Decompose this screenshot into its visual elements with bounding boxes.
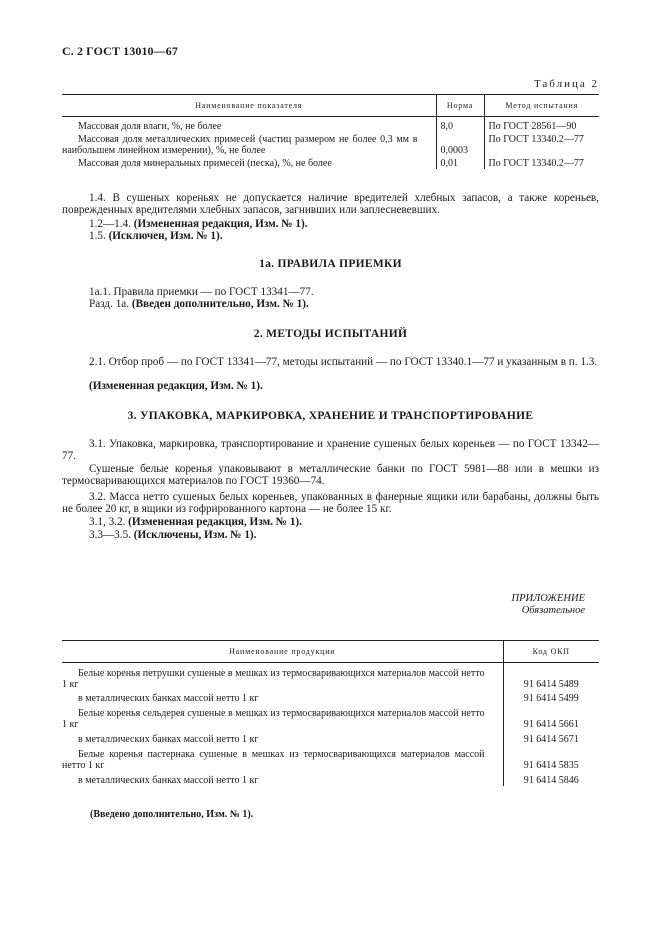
table-row: [62, 704, 599, 730]
okp-code: 91 6414 5671: [503, 730, 599, 745]
indicator-name: Массовая доля минеральных примесей (песка), %, не более: [78, 158, 332, 169]
paragraph-1-2-note: 1.2—1.4. (Измененная редакция, Изм. № 1).: [89, 218, 308, 230]
paragraph-3-2: 3.2. Масса нетто сушеных белых кореньев, упакованных в фанерные ящики или барабаны, должны быть не более 20 кг, в ящики из гофрированного картона — не более 15 кг.: [62, 491, 599, 515]
table-row: [62, 771, 599, 786]
paragraph-3-1: 3.1. Упаковка, маркировка, транспортирование и хранение сушеных белых кореньев — по ГОСТ 13342—77.: [62, 438, 599, 462]
okp-code: 91 6414 5846: [503, 771, 599, 786]
column-header: Наименование продукции: [229, 647, 336, 656]
method-value: По ГОСТ 28561—90: [484, 117, 599, 133]
running-head: С. 2 ГОСТ 13010—67: [62, 44, 178, 58]
section-title-3: 3. УПАКОВКА, МАРКИРОВКА, ХРАНЕНИЕ И ТРАНСПОРТИРОВАНИЕ: [127, 410, 534, 422]
table-row: [62, 730, 599, 745]
column-header: Код ОКП: [503, 641, 599, 663]
table-row: [62, 690, 599, 704]
method-value: По ГОСТ 13340.2—77: [484, 156, 599, 169]
quality-table: [62, 94, 599, 169]
column-header: Норма: [436, 95, 484, 117]
paragraph-1-5: 1.5. (Исключен, Изм. № 1).: [89, 230, 223, 242]
norm-value: 0,01: [436, 156, 484, 169]
table-row: [62, 117, 599, 133]
paragraph-3-1b: Сушеные белые коренья упаковывают в металлические банки по ГОСТ 5981—88 или в мешки из термосваривающихся материалов по ГОСТ 19360—74.: [62, 463, 599, 487]
okp-code: 91 6414 5499: [503, 690, 599, 704]
paragraph-1a-1: 1а.1. Правила приемки — по ГОСТ 13341—77.: [89, 286, 314, 298]
column-header: Наименование показателя: [195, 101, 303, 110]
table-row: [62, 663, 599, 691]
product-name: в металлических банках массой нетто 1 кг: [78, 734, 259, 745]
table-row: [62, 156, 599, 169]
appendix-title: ПРИЛОЖЕНИЕ: [511, 593, 585, 604]
product-name: в металлических банках массой нетто 1 кг: [78, 775, 259, 786]
product-name: Белые коренья петрушки сушеные в мешках из термосваривающихся материалов массой нетто 1 кг: [62, 668, 485, 690]
indicator-name: Массовая доля металлических примесей (частиц размером не более 0,3 мм в наибольшем линейном измерении), %, не более: [62, 134, 418, 156]
appendix-footer-note: (Введено дополнительно, Изм. № 1).: [90, 809, 254, 820]
section-title-2: 2. МЕТОДЫ ИСПЫТАНИЙ: [253, 328, 408, 340]
column-header: Метод испытания: [484, 95, 599, 117]
section-title-1a: 1а. ПРАВИЛА ПРИЕМКИ: [259, 258, 402, 270]
paragraph-1-4: 1.4. В сушеных кореньях не допускается наличие вредителей хлебных запасов, а также кореньев, поврежденных вредителями хлебных запасов, загнивших или заплесневевших.: [62, 192, 599, 216]
okp-code: 91 6414 5661: [503, 704, 599, 730]
method-value: По ГОСТ 13340.2—77: [484, 132, 599, 156]
paragraph-3-3-note: 3.3—3.5. (Исключены, Изм. № 1).: [89, 529, 257, 541]
table-caption: Таблица 2: [533, 78, 599, 90]
product-codes-table: [62, 640, 599, 786]
paragraph-2-1: 2.1. Отбор проб — по ГОСТ 13341—77, методы испытаний — по ГОСТ 13340.1—77 и указанным в п. 1.3.: [89, 356, 598, 368]
table-header-row: [62, 95, 599, 117]
indicator-name: Массовая доля влаги, %, не более: [78, 121, 222, 132]
appendix-subtitle: Обязательное: [521, 605, 585, 616]
paragraph-2-note: (Измененная редакция, Изм. № 1).: [89, 380, 263, 392]
table-row: [62, 132, 599, 156]
product-name: Белые коренья пастернака сушеные в мешках из термосваривающихся материалов массой нетто 1 кг: [62, 749, 485, 771]
norm-value: 8,0: [436, 117, 484, 133]
norm-value: 0,0003: [436, 132, 484, 156]
table-row: [62, 745, 599, 771]
okp-code: 91 6414 5835: [503, 745, 599, 771]
product-name: в металлических банках массой нетто 1 кг: [78, 693, 259, 704]
okp-code: 91 6414 5489: [503, 663, 599, 691]
paragraph-3-12-note: 3.1, 3.2. (Измененная редакция, Изм. № 1).: [89, 516, 302, 528]
paragraph-1a-note: Разд. 1а. (Введен дополнительно, Изм. № 1).: [89, 298, 309, 310]
product-name: Белые коренья сельдерея сушеные в мешках из термосваривающихся материалов массой нетто 1 кг: [62, 708, 485, 730]
table-header-row: [62, 641, 599, 663]
